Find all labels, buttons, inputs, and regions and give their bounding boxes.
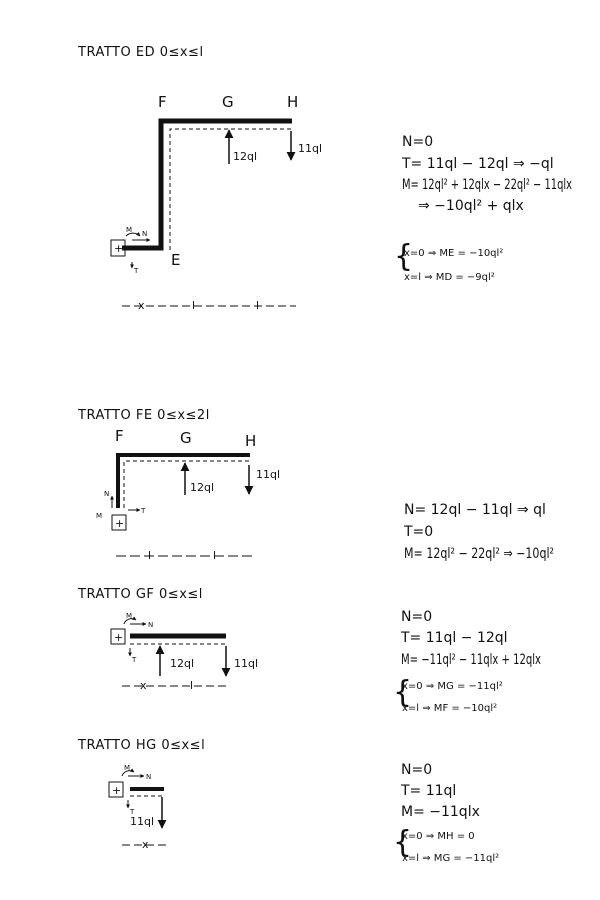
boundary-conditions xyxy=(393,825,499,864)
load-label: 12ql xyxy=(233,150,258,163)
fiber-line xyxy=(170,129,292,250)
dim-label: l xyxy=(190,679,194,692)
equation-n: N=0 xyxy=(401,762,433,778)
equation-n: N=0 xyxy=(402,134,434,150)
axis-letter: M xyxy=(126,612,133,620)
load-label: 11ql xyxy=(130,815,155,828)
axis-letter: N xyxy=(104,490,110,498)
equations xyxy=(400,762,480,820)
sign-label: + xyxy=(115,517,125,530)
svg-text:{: { xyxy=(393,825,413,860)
equation-m: M= −11ql² − 11qlx + 12qlx xyxy=(401,652,541,668)
sign-label: + xyxy=(112,784,122,797)
equation-m: M= 12ql² − 22ql² ⇒ −10ql² xyxy=(404,546,554,562)
dim-label: x xyxy=(142,838,149,851)
sign-label: + xyxy=(114,242,124,255)
bc-line: x=l ⇒ MD = −9ql² xyxy=(404,272,495,283)
axis-letter: T xyxy=(141,507,146,515)
load-label: 12ql xyxy=(170,657,195,670)
equation-n: N=0 xyxy=(401,609,433,625)
axis-letter: N xyxy=(142,230,148,238)
axis-letter: M xyxy=(124,764,131,772)
frame-diagram xyxy=(111,612,258,692)
sign-label: + xyxy=(114,631,124,644)
point-label-f: F xyxy=(158,93,167,111)
section-ed xyxy=(77,45,572,312)
equation-t: T= 11ql − 12ql xyxy=(401,630,508,646)
equation-t: T= 11ql − 12ql ⇒ −ql xyxy=(402,156,554,172)
dimension-line xyxy=(116,549,252,562)
load-label: 11ql xyxy=(298,142,323,155)
equations xyxy=(400,609,541,668)
equation-m-result: ⇒ −10ql² + qlx xyxy=(418,198,524,214)
section-gf xyxy=(77,587,541,714)
dim-label: l xyxy=(213,549,217,562)
section-title: TRATTO ED 0≤x≤l xyxy=(78,45,204,60)
equation-t: T= 11ql xyxy=(401,783,457,799)
frame-diagram xyxy=(111,93,322,312)
equation-t: T=0 xyxy=(404,524,434,540)
section-hg xyxy=(77,738,499,864)
point-label-f: F xyxy=(115,427,124,445)
bc-line: x=l ⇒ MF = −10ql² xyxy=(402,703,498,714)
dimension-line xyxy=(122,299,296,312)
equation-m: M= −11qlx xyxy=(401,804,480,820)
load-label: 12ql xyxy=(190,481,215,494)
load-label: 11ql xyxy=(256,468,281,481)
bc-line: x=0 ⇒ MH = 0 xyxy=(402,831,475,842)
axis-letter: T xyxy=(130,808,135,816)
bc-line: x=l ⇒ MG = −11ql² xyxy=(402,853,500,864)
equations xyxy=(403,502,554,562)
point-label-h: H xyxy=(245,432,257,450)
dim-label: l xyxy=(148,549,152,562)
dim-label: x xyxy=(140,679,147,692)
dim-label: l xyxy=(256,299,260,312)
svg-text:{: { xyxy=(394,239,414,274)
point-label-h: H xyxy=(287,93,299,111)
point-label-e: E xyxy=(171,251,181,269)
dimension-line xyxy=(122,679,230,692)
bc-line: x=0 ⇒ ME = −10ql² xyxy=(404,248,504,259)
section-fe xyxy=(77,408,554,562)
axis-letter: N xyxy=(148,621,154,629)
structure-beam xyxy=(118,455,250,508)
section-title: TRATTO FE 0≤x≤2l xyxy=(78,408,210,423)
point-label-g: G xyxy=(180,429,192,447)
bc-line: x=0 ⇒ MG = −11ql² xyxy=(402,681,503,692)
section-title: TRATTO GF 0≤x≤l xyxy=(78,587,203,602)
boundary-conditions xyxy=(393,675,503,714)
point-label-g: G xyxy=(222,93,234,111)
svg-text:{: { xyxy=(393,675,413,710)
frame-diagram xyxy=(109,764,168,851)
axis-letter: M xyxy=(126,226,133,234)
fiber-line xyxy=(124,461,250,508)
load-label: 11ql xyxy=(234,657,259,670)
dimension-line xyxy=(122,838,168,851)
frame-diagram xyxy=(96,427,280,562)
dim-label: x xyxy=(138,299,145,312)
axis-letter: M xyxy=(96,512,103,520)
section-title: TRATTO HG 0≤x≤l xyxy=(78,738,206,753)
axis-letter: N xyxy=(146,773,152,781)
structure-beam xyxy=(122,121,292,248)
dim-label: l xyxy=(192,299,196,312)
equations xyxy=(401,134,572,214)
axis-letter: T xyxy=(134,267,139,275)
boundary-conditions xyxy=(394,239,503,283)
axis-letter: T xyxy=(132,656,137,664)
equation-m: M= 12ql² + 12qlx − 22ql² − 11qlx xyxy=(402,177,572,193)
equation-n: N= 12ql − 11ql ⇒ ql xyxy=(404,502,546,518)
